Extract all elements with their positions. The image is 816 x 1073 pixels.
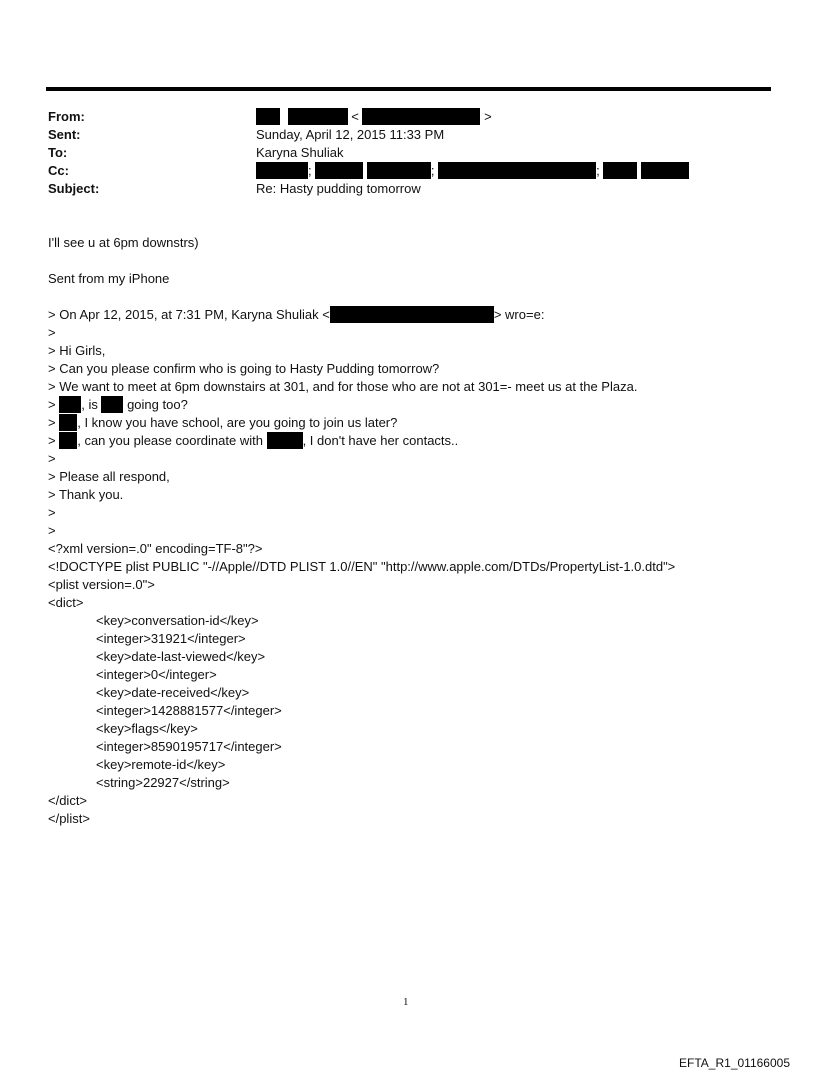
redaction (288, 108, 348, 125)
plist-line: <dict> (48, 595, 84, 610)
document-id: EFTA_R1_01166005 (679, 1056, 790, 1070)
quote-text: , is (81, 397, 98, 412)
plist-line: </plist> (48, 811, 90, 826)
redaction (330, 306, 494, 323)
quote-line: > (48, 325, 56, 340)
cc-value (256, 162, 689, 180)
quote-marker: > (48, 433, 56, 448)
plist-line: <key>date-last-viewed</key> (96, 649, 266, 664)
quote-line (48, 432, 458, 450)
subject-label: Subject: (48, 181, 100, 196)
quote-line: > Please all respond, (48, 469, 170, 484)
quote-line: > (48, 505, 56, 520)
plist-line: <integer>1428881577</integer> (96, 703, 282, 718)
plist-line: <key>conversation-id</key> (96, 613, 259, 628)
quote-intro-pre: > On Apr 12, 2015, at 7:31 PM, Karyna Shuliak < (48, 307, 330, 322)
quote-intro (48, 306, 544, 324)
plist-line: <key>date-received</key> (96, 685, 250, 700)
redaction (438, 162, 596, 179)
redaction (101, 396, 123, 413)
quote-text: , I don't have her contacts.. (302, 433, 459, 448)
page-number: 1 (403, 996, 409, 1008)
plist-line: <?xml version=.0" encoding=TF-8"?> (48, 541, 263, 556)
quote-marker: > (48, 415, 56, 430)
header-rule (46, 87, 771, 91)
from-value (256, 108, 492, 126)
quote-intro-post: > wro=e: (493, 307, 545, 322)
plist-line: <integer>8590195717</integer> (96, 739, 282, 754)
redaction (362, 108, 480, 125)
signature: Sent from my iPhone (48, 271, 170, 286)
quote-line: > Thank you. (48, 487, 124, 502)
quote-text: going too? (123, 397, 188, 412)
quote-line: > Hi Girls, (48, 343, 106, 358)
redaction (256, 108, 280, 125)
redaction (59, 414, 77, 431)
to-value: Karyna Shuliak (256, 145, 344, 160)
redaction (267, 432, 303, 449)
from-lt: < (351, 109, 359, 124)
sent-value: Sunday, April 12, 2015 11:33 PM (256, 127, 445, 142)
quote-line: > (48, 523, 56, 538)
cc-sep: ; (308, 163, 312, 178)
subject-value: Re: Hasty pudding tomorrow (256, 181, 421, 196)
sent-label: Sent: (48, 127, 81, 142)
quote-line: > We want to meet at 6pm downstairs at 301, and for those who are not at 301=- meet us at the Plaza. (48, 379, 638, 394)
redaction (367, 162, 431, 179)
redaction (256, 162, 280, 179)
reply-text: I'll see u at 6pm downstrs) (48, 235, 199, 250)
plist-line: <key>remote-id</key> (96, 757, 226, 772)
quote-line: > (48, 451, 56, 466)
quote-line (48, 414, 397, 432)
redaction (280, 162, 308, 179)
plist-line: <key>flags</key> (96, 721, 198, 736)
plist-line: <!DOCTYPE plist PUBLIC "-//Apple//DTD PLIST 1.0//EN" "http://www.apple.com/DTDs/PropertyList-1.0.dtd"> (48, 559, 676, 574)
plist-line: </dict> (48, 793, 88, 808)
redaction (641, 162, 689, 179)
quote-line (48, 396, 188, 414)
cc-sep: ; (430, 163, 435, 178)
from-gt: > (484, 109, 492, 124)
quote-marker: > (48, 397, 56, 412)
plist-line: <plist version=.0"> (48, 577, 155, 592)
plist-line: <integer>31921</integer> (96, 631, 246, 646)
redaction (59, 432, 77, 449)
redaction (315, 162, 363, 179)
quote-text: , can you please coordinate with (77, 433, 263, 448)
redaction (59, 396, 81, 413)
quote-line: > Can you please confirm who is going to Hasty Pudding tomorrow? (48, 361, 440, 376)
redaction (603, 162, 637, 179)
cc-label: Cc: (48, 163, 69, 178)
to-label: To: (48, 145, 68, 160)
from-label: From: (48, 109, 85, 124)
cc-sep: ; (596, 163, 600, 178)
quote-text: , I know you have school, are you going to join us later? (77, 415, 398, 430)
plist-line: <integer>0</integer> (96, 667, 217, 682)
plist-line: <string>22927</string> (96, 775, 230, 790)
